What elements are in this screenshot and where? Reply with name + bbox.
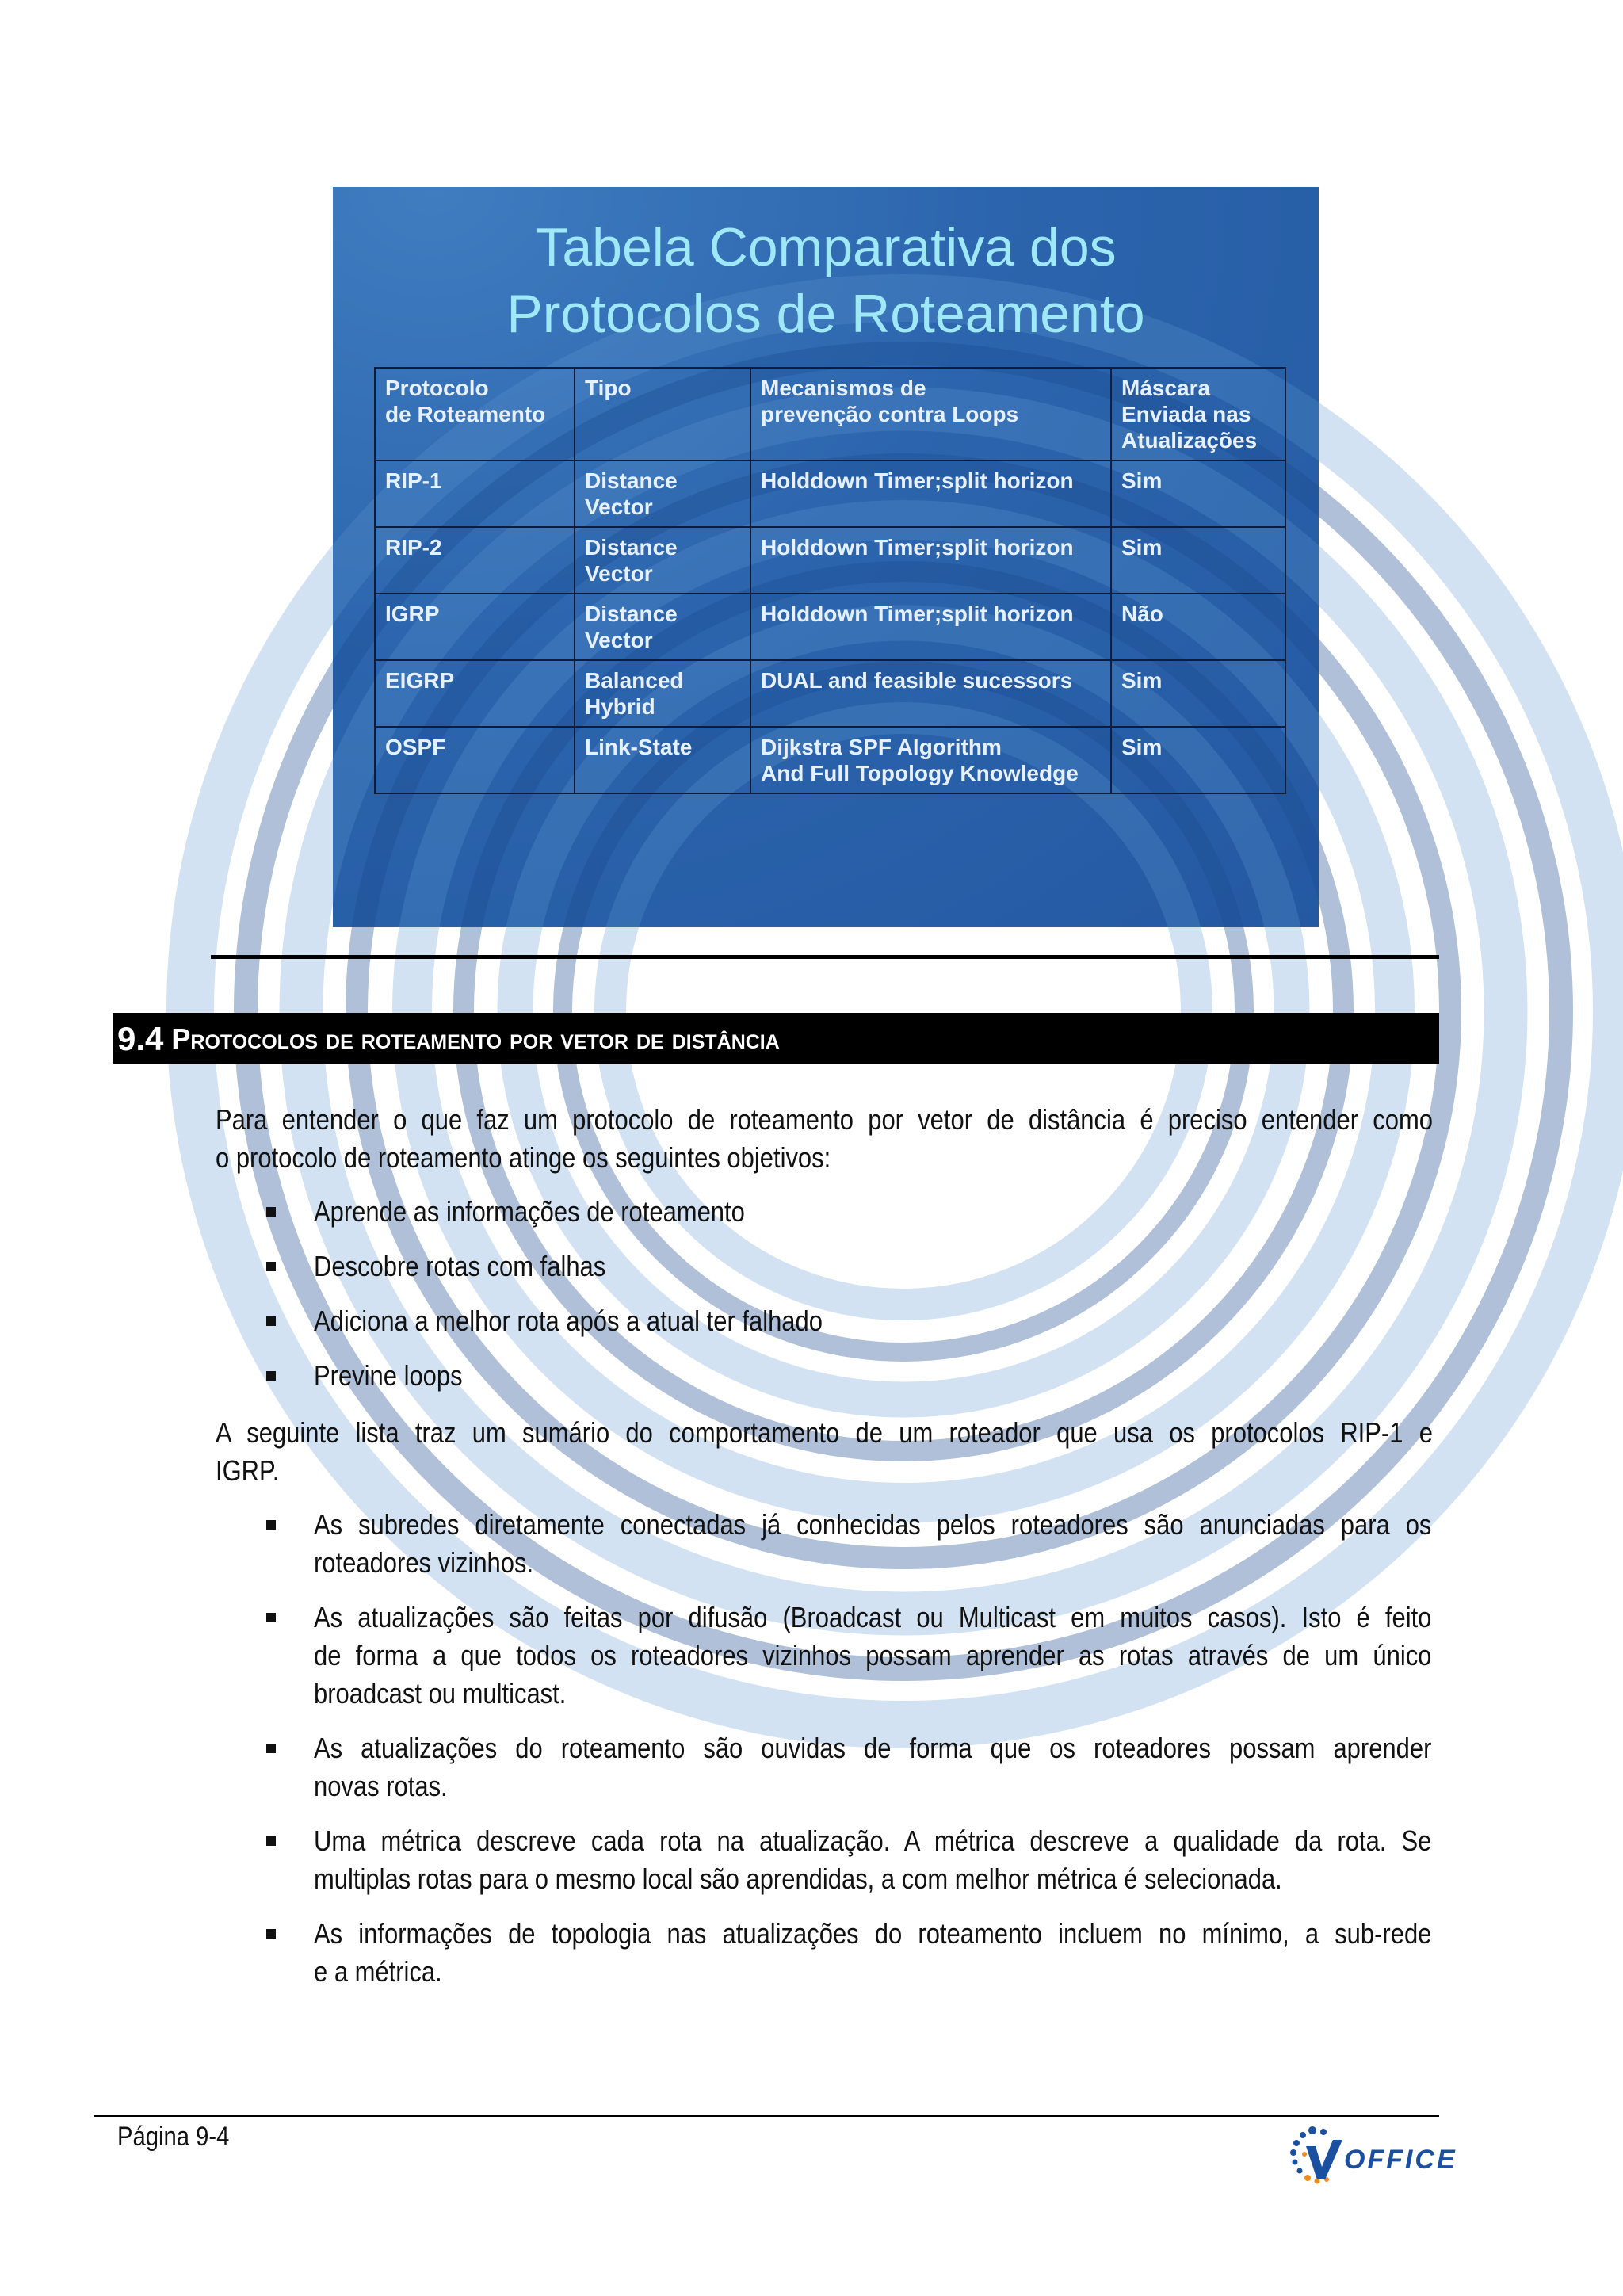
list-item-text — [314, 1506, 1431, 1582]
table-cell-protocol — [375, 527, 575, 594]
table-cell-protocol — [375, 594, 575, 660]
cell-line: Vector — [585, 628, 653, 652]
bullet-square-icon — [266, 1207, 276, 1217]
table-cell-type — [575, 660, 750, 727]
cell-line: de Roteamento — [385, 402, 546, 426]
table-cell-mask — [1111, 594, 1285, 660]
table-cell-mask — [1111, 527, 1285, 594]
table-row — [375, 594, 1285, 660]
list-item-text — [314, 1822, 1431, 1898]
table-row — [375, 660, 1285, 727]
cell-line: Sim — [1121, 668, 1163, 693]
table-cell-mechanism — [750, 460, 1111, 527]
cell-line: Holddown Timer;split horizon — [761, 468, 1074, 493]
intro-paragraph — [216, 1101, 1433, 1177]
list-item-line: As atualizações do roteamento são ouvidas de forma que os roteadores possam aprender — [314, 1732, 1432, 1764]
list-item-text — [314, 1599, 1431, 1713]
slide-title — [333, 214, 1319, 347]
footer-rule — [94, 2115, 1439, 2117]
summary-paragraph — [216, 1414, 1433, 1490]
paragraph-line: Para entender o que faz um protocolo de roteamento por vetor de distância é preciso entender como — [216, 1103, 1433, 1136]
list-item-line: As atualizações são feitas por difusão (Broadcast ou Multicast em muitos casos). Isto é feito — [314, 1601, 1432, 1633]
list-item-text: Aprende as informações de roteamento — [314, 1195, 745, 1228]
bullet-square-icon — [266, 1836, 276, 1846]
table-header-row — [375, 368, 1285, 460]
bullet-square-icon — [266, 1262, 276, 1271]
header-cell-protocol — [375, 368, 575, 460]
bullet-square-icon — [266, 1371, 276, 1381]
bullet-square-icon — [266, 1613, 276, 1622]
table-cell-mask — [1111, 727, 1285, 793]
cell-line: Sim — [1121, 468, 1163, 493]
section-heading — [113, 1013, 1439, 1064]
cell-line: Sim — [1121, 735, 1163, 759]
cell-line: DUAL and feasible sucessors — [761, 668, 1073, 693]
list-item-line: multiplas rotas para o mesmo local são aprendidas, a com melhor métrica é selecionada. — [314, 1862, 1282, 1895]
cell-line: Holddown Timer;split horizon — [761, 602, 1074, 626]
cell-line: Mecanismos de — [761, 376, 926, 400]
slide-image — [333, 187, 1319, 927]
table-cell-protocol — [375, 660, 575, 727]
list-item-line: As subredes diretamente conectadas já conhecidas pelos roteadores são anunciadas para os — [314, 1508, 1432, 1541]
page-number: Página 9-4 — [117, 2122, 230, 2152]
cell-line: OSPF — [385, 735, 446, 759]
cell-line: Hybrid — [585, 694, 655, 719]
table-row — [375, 727, 1285, 793]
header-cell-loop-prevention — [750, 368, 1111, 460]
protocol-comparison-table — [374, 367, 1286, 794]
cell-line: Enviada nas — [1121, 402, 1251, 426]
cell-line: Sim — [1121, 535, 1163, 560]
paragraph-line: o protocolo de roteamento atinge os seguintes objetivos: — [216, 1141, 831, 1174]
cell-line: Distance — [585, 468, 678, 493]
slide-title-line-2: Protocolos de Roteamento — [506, 284, 1145, 344]
logo-text: OFFICE — [1344, 2145, 1457, 2175]
cell-line: RIP-2 — [385, 535, 442, 560]
table-cell-mechanism — [750, 594, 1111, 660]
cell-line: IGRP — [385, 602, 440, 626]
cell-line: Máscara — [1121, 376, 1211, 400]
slide-title-line-1: Tabela Comparativa dos — [535, 217, 1117, 277]
header-cell-mask — [1111, 368, 1285, 460]
list-item-text: Previne loops — [314, 1359, 463, 1392]
table-cell-protocol — [375, 727, 575, 793]
cell-line: Link-State — [585, 735, 693, 759]
list-item-text: Adiciona a melhor rota após a atual ter falhado — [314, 1305, 823, 1337]
cell-line: Não — [1121, 602, 1163, 626]
horizontal-rule — [211, 955, 1439, 959]
list-item-text — [314, 1915, 1431, 1991]
list-item-text: Descobre rotas com falhas — [314, 1250, 606, 1282]
list-item-line: Uma métrica descreve cada rota na atualização. A métrica descreve a qualidade da rota. Se — [314, 1824, 1432, 1857]
table-cell-mechanism — [750, 727, 1111, 793]
table-cell-mask — [1111, 460, 1285, 527]
table-cell-mechanism — [750, 660, 1111, 727]
cell-line: And Full Topology Knowledge — [761, 761, 1079, 785]
cell-line: Tipo — [585, 376, 632, 400]
section-title: Protocolos de roteamento por vetor de distância — [171, 1022, 780, 1055]
list-item-line: broadcast ou multicast. — [314, 1677, 567, 1710]
bullet-square-icon — [266, 1520, 276, 1530]
header-cell-type — [575, 368, 750, 460]
cell-line: Holddown Timer;split horizon — [761, 535, 1074, 560]
table-row — [375, 460, 1285, 527]
cell-line: EIGRP — [385, 668, 455, 693]
table-cell-mask — [1111, 660, 1285, 727]
cell-line: Protocolo — [385, 376, 489, 400]
v-office-logo-icon — [1277, 2118, 1457, 2194]
cell-line: Atualizações — [1121, 428, 1258, 453]
list-item-line: roteadores vizinhos. — [314, 1546, 534, 1579]
bullet-square-icon — [266, 1744, 276, 1753]
table-cell-protocol — [375, 460, 575, 527]
list-item-line: e a métrica. — [314, 1955, 442, 1988]
table-cell-mechanism — [750, 527, 1111, 594]
list-item-line: novas rotas. — [314, 1770, 448, 1802]
bullet-square-icon — [266, 1929, 276, 1939]
table-cell-type — [575, 460, 750, 527]
paragraph-line: IGRP. — [216, 1454, 280, 1487]
paragraph-line: A seguinte lista traz um sumário do comportamento de um roteador que usa os protocolos RIP-1 e — [216, 1416, 1433, 1449]
cell-line: Vector — [585, 495, 653, 519]
list-item-line: de forma a que todos os roteadores vizinhos possam aprender as rotas através de um único — [314, 1639, 1432, 1671]
cell-line: Balanced — [585, 668, 684, 693]
cell-line: RIP-1 — [385, 468, 442, 493]
cell-line: Dijkstra SPF Algorithm — [761, 735, 1002, 759]
cell-line: prevenção contra Loops — [761, 402, 1019, 426]
section-number: 9.4 — [117, 1019, 164, 1057]
cell-line: Vector — [585, 561, 653, 586]
list-item-line: As informações de topologia nas atualizações do roteamento incluem no mínimo, a sub-rede — [314, 1917, 1432, 1950]
table-cell-type — [575, 527, 750, 594]
cell-line: Distance — [585, 602, 678, 626]
table-cell-type — [575, 727, 750, 793]
cell-line: Distance — [585, 535, 678, 560]
table-row — [375, 527, 1285, 594]
bullet-square-icon — [266, 1316, 276, 1326]
table-cell-type — [575, 594, 750, 660]
list-item-text — [314, 1729, 1431, 1805]
